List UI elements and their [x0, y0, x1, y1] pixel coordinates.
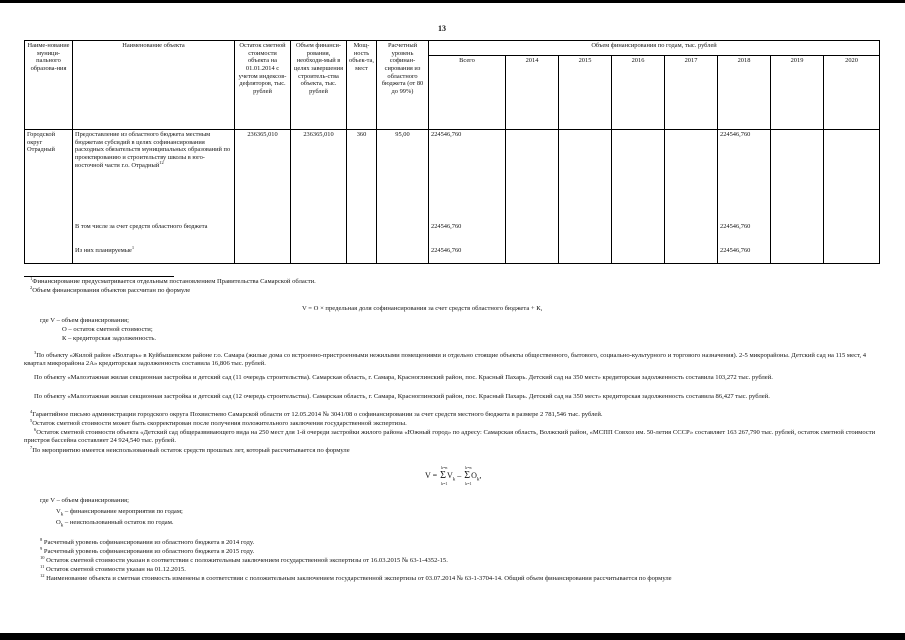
cell-object: [73, 130, 235, 222]
footnote-10: $^{10}$ Остаток сметной стоимости указан в соответствии с положительным заключением государственной экспертизы от 16.03.2015 № 63-1-4352-15.: [40, 555, 448, 564]
cell-level: 95,00: [377, 130, 429, 222]
cell-municipality: Городской округ Отрадный: [25, 130, 73, 222]
where-ok: $O_k$ – неиспользованный остаток по годам.: [56, 519, 174, 529]
header-total: Всего: [429, 56, 506, 130]
footnote-ref: 1: [131, 244, 135, 250]
where-k: К – кредиторская задолженность.: [62, 335, 157, 342]
where-v2: где V – объем финансирования;: [40, 497, 129, 504]
footnote-7: $^7$По мероприятию имеется неиспользованный остаток средств прошлых лет, который рассчитывается по формуле: [30, 445, 350, 454]
cell-label-text: Из них планируемые: [75, 246, 132, 254]
cell-total: 224546,760: [429, 246, 506, 264]
footnote-11: $^{11}$ Остаток сметной стоимости указан на 01.12.2015.: [40, 564, 186, 573]
cell-label: В том числе за счет средств областного бюджета: [73, 222, 235, 246]
cell-object-text: Предоставление из областного бюджета местным бюджетам субсидий в целях софинансирования расходных обязательств муниципальных образований по проектированию и строительству школы в юго-восточной части г.о. Отрадный: [75, 131, 231, 169]
table-row: [25, 246, 880, 264]
formula-1: V = O × предельная доля софинансирования за счет средств областного бюджета + К,: [302, 305, 543, 312]
footnote-1: $^1$Финансирование предусматривается отдельным постановлением Правительства Самарской области.: [30, 276, 316, 285]
header-year: 2019: [771, 56, 824, 130]
footnote-8: $^8$ Расчетный уровень софинансирования из областного бюджета в 2014 году.: [40, 537, 255, 546]
header-municipality: Наиме-нование муници-пального образова-ния: [25, 41, 73, 130]
header-year: 2014: [506, 56, 559, 130]
footnote-12: $^{12}$ Наименование объекта и сметная стоимость изменены в соответствии с положительным заключением государственной экспертизы от 03.07.2014 № 63-1-3704-14. Общий объем финансирования рассчитывается по формуле: [40, 573, 672, 582]
header-object: Наименование объекта: [73, 41, 235, 130]
where-o: О – остаток сметной стоимости;: [62, 326, 153, 333]
cell-label: [73, 246, 235, 264]
header-volume: Объем финанси-рования, необходи-мый в целях завершения строитель-ства объекта, тыс. рублей: [291, 41, 347, 130]
formula-2: V = Σ k=n k=1 $V_k$ – Σ k=n k=1 $O_k$,: [425, 465, 482, 486]
sum-symbol: Σ k=n k=1: [464, 465, 472, 486]
sum-symbol: Σ k=n k=1: [440, 465, 448, 486]
where-vk: $V_k$ – финансирование мероприятия по годам;: [56, 508, 183, 518]
table-row: [25, 222, 880, 246]
footnote-2: $^2$Объем финансирования объектов рассчитан по формуле: [30, 285, 191, 294]
footnote-3c: По объекту «Малоэтажная жилая секционная застройка и детский сад (12 очередь строительства). Самарская область, г. Самара, Красноглинский район, пос. Красный Пахарь. Детский сад на 350 мест» кредиторская задолженность составила 86,427 тыс. рублей.: [34, 393, 770, 400]
header-year: 2016: [612, 56, 665, 130]
header-year: 2015: [559, 56, 612, 130]
footnote-separator: [24, 276, 174, 277]
cell-volume: 236365,010: [291, 130, 347, 222]
header-balance: Остаток сметной стоимости объекта на 01.01.2014 с учетом индексов-дефляторов, тыс. рублей: [235, 41, 291, 130]
page-number: 13: [438, 24, 446, 33]
where-v: где V – объем финансирования;: [40, 317, 129, 324]
footnote-5: $^5$Остаток сметной стоимости может быть скорректирован после получения положительного заключения государственной экспертизы.: [30, 418, 407, 427]
footnote-ref: 12: [159, 159, 164, 165]
table-row: [25, 130, 880, 222]
cell-2018: 224546,760: [718, 246, 771, 264]
cell-balance: 236365,010: [235, 130, 291, 222]
cell-total: 224546,760: [429, 130, 506, 222]
header-capacity: Мощ-ность объек-та, мест: [347, 41, 377, 130]
header-by-years: Объем финансирования по годам, тыс. рублей: [429, 41, 880, 56]
header-year: 2017: [665, 56, 718, 130]
footnote-4: $^4$Гарантийное письмо администрации городского округа Похвистнево Самарской области от 12.05.2014 № 3041/08 о софинансировании за счет средств местного бюджета в размере 2 781,546 тыс. рублей.: [30, 409, 603, 418]
header-year: 2018: [718, 56, 771, 130]
footnote-3a: $^3$По объекту «Жилой район «Волгарь» в Куйбышевском районе г.о. Самара (жилые дома со встроенно-пристроенными нежилыми помещениями и отдельно стоящие объекты общественного, бытового, социально-культурного и торгового назначения). 2-5 микрорайоны. Детский сад на 115 мест, 4 квартал микрорайона 2А» кредиторская задолженность составила 16,806 тыс. рублей.: [24, 350, 867, 368]
top-border: [0, 0, 905, 3]
header-year: 2020: [824, 56, 880, 130]
footnote-9: $^9$ Расчетный уровень софинансирования из областного бюджета в 2015 году.: [40, 546, 255, 555]
cell-2018: 224546,760: [718, 130, 771, 222]
footnote-3b: По объекту «Малоэтажная жилая секционная застройка и детский сад (11 очередь строительства). Самарская область, г. Самара, Красноглинский район, пос. Красный Пахарь. Детский сад на 350 мест» кредиторская задолженность составила 103,272 тыс. рублей.: [34, 374, 773, 381]
cell-2018: 224546,760: [718, 222, 771, 246]
financing-table: [24, 40, 880, 264]
cell-total: 224546,760: [429, 222, 506, 246]
cell-capacity: 360: [347, 130, 377, 222]
bottom-border: [0, 633, 905, 640]
footnote-6: $^6$Остаток сметной стоимости объекта «Детский сад общеразвивающего вида на 250 мест для 1-й очереди застройки жилого района «Южный город» по адресу: Самарская область, Волжский район, «МСПП Совхоз им. 50-летия СССР» составляет 163 267,790 тыс. рублей, остаток сметной стоимости пристроя бассейна составляет 24 924,540 тыс. рублей.: [24, 427, 876, 445]
header-level: Расчетный уровень софинан-сирования из областного бюджета (от 80 до 99%): [377, 41, 429, 130]
table-header-row: [25, 41, 880, 56]
